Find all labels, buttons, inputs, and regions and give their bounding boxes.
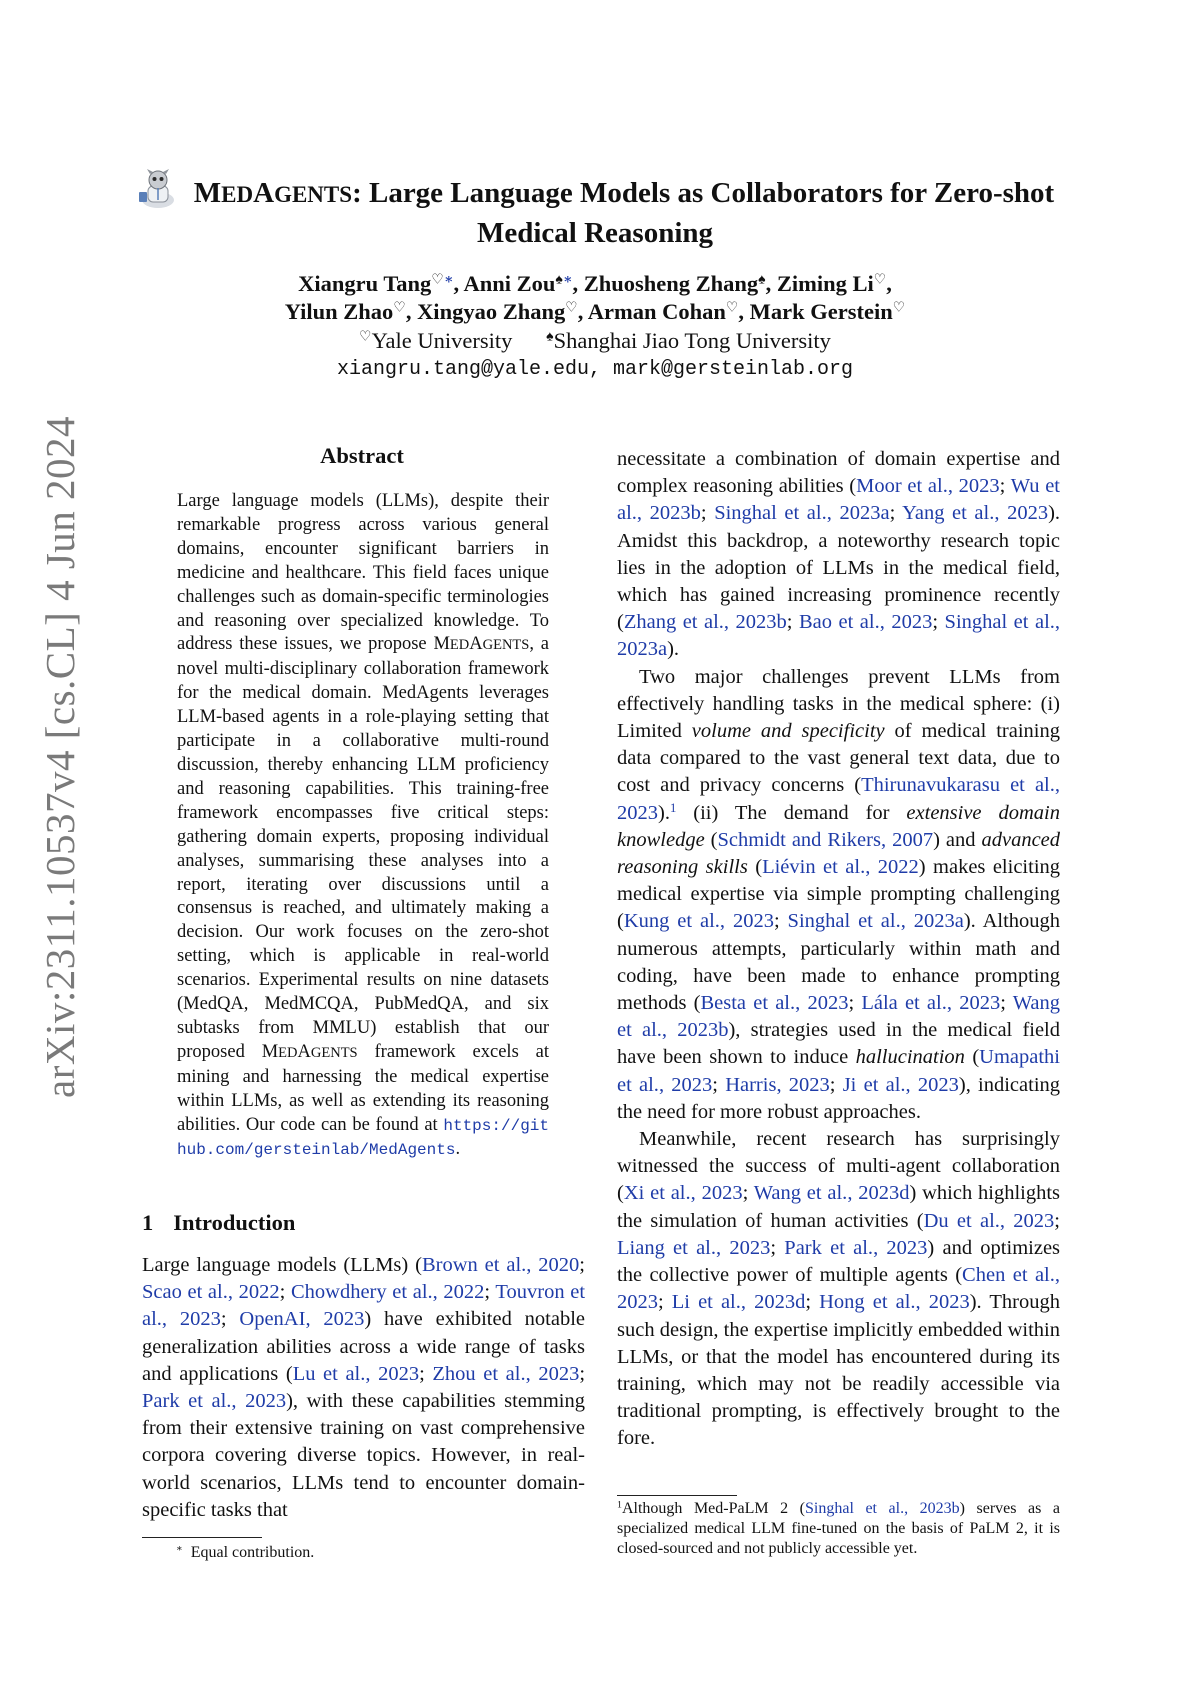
title-rest: : Large Language Models as Collaborators for Zero-shot bbox=[352, 177, 1055, 209]
affiliation-mark: ♡ bbox=[393, 300, 406, 316]
author-line-1: Xiangru Tang♡∗, Anni Zou♠∗, Zhuosheng Zhang♠, Ziming Li♡, bbox=[298, 271, 892, 296]
author-name: Ziming Li bbox=[776, 271, 874, 296]
author-name: Zhuosheng Zhang bbox=[583, 271, 759, 296]
citation-link[interactable]: Ji et al., 2023 bbox=[842, 1073, 959, 1096]
code-repository-link[interactable]: https://github.com/gersteinlab/MedAgents bbox=[177, 1116, 549, 1160]
author-name: Mark Gerstein bbox=[749, 299, 893, 324]
medagents-mascot-logo-icon bbox=[136, 168, 180, 216]
author-name: Arman Cohan bbox=[587, 299, 726, 324]
citation-link[interactable]: Singhal et al., 2023b bbox=[805, 1500, 960, 1517]
affiliations bbox=[130, 327, 1060, 355]
paper-title bbox=[130, 168, 1060, 250]
citation-link[interactable]: Lála et al., 2023 bbox=[861, 992, 1001, 1015]
citation-link[interactable]: Moor et al., 2023 bbox=[856, 475, 1000, 498]
citation-link[interactable]: Scao et al., 2022 bbox=[142, 1281, 280, 1304]
citation-link[interactable]: OpenAI, 2023 bbox=[239, 1308, 365, 1331]
title-line-2: Medical Reasoning bbox=[476, 217, 714, 249]
affiliation-mark: ♡ bbox=[565, 300, 578, 316]
citation-link[interactable]: Lu et al., 2023 bbox=[292, 1362, 420, 1385]
abstract-text: Large language models (LLMs), despite their remarkable progress across various general domains, encounter significant barriers in medicine and healthcare. This field faces unique challenges such as domain-specific terminologies and reasoning over specialized knowledge. To address these issues, we propose MEDAGENTS, a novel multi-disciplinary collaboration framework for the medical domain. MedAgents leverages LLM-based agents in a role-playing setting that participate in a collaborative multi-round discussion, thereby enhancing LLM proficiency and reasoning capabilities. This training-free framework encompasses five critical steps: gathering domain experts, proposing individual analyses, summarising these analyses into a report, iterating over discussions until a consensus is reached, and ultimately making a decision. Our work focuses on the zero-shot setting, which is applicable in real-world scenarios. Experimental results on nine datasets (MedQA, MedMCQA, PubMedQA, and six subtasks from MMLU) establish that our proposed MEDAGENTS framework excels at mining and harnessing the medical expertise within LLMs, as well as extending its reasoning abilities. Our code can be found at https://github.com/gersteinlab/MedAgents. bbox=[177, 491, 550, 1160]
affiliation-mark: ♡ bbox=[873, 272, 887, 288]
author-line-2: Yilun Zhao♡, Xingyao Zhang♡, Arman Cohan♡, Mark Gerstein♡ bbox=[284, 299, 906, 324]
author-name: Yilun Zhao bbox=[284, 299, 394, 324]
framework-name: MEDAGENTS bbox=[433, 634, 530, 655]
affiliation-mark: ♡∗ bbox=[431, 272, 454, 288]
affiliation-mark: ♡ bbox=[725, 300, 739, 316]
title-line-1 bbox=[130, 168, 1060, 216]
citation-link[interactable]: Umapathi et al., 2023 bbox=[617, 1046, 1060, 1096]
footnote-equal-contribution: ∗ Equal contribution. bbox=[176, 1543, 315, 1561]
citation-link[interactable]: Park et al., 2023 bbox=[142, 1390, 287, 1413]
author-list bbox=[130, 270, 1060, 326]
citation-link[interactable]: Brown et al., 2020 bbox=[421, 1254, 580, 1276]
introduction-paragraph: Large language models (LLMs) (Brown et al., 2020; Scao et al., 2022; Chowdhery et al., 2022; Touvron et al., 2023; OpenAI, 2023) have exhibited notable generalization abilities across a wide range of tasks and applications (Lu et al., 2023; Zhou et al., 2023; Park et al., 2023), with these capabilities stemming from their extensive training on vast comprehensive corpora covering diverse topics. However, in real-world scenarios, LLMs tend to encounter domain-specific tasks that bbox=[142, 1254, 586, 1521]
paragraph: Two major challenges prevent LLMs from effectively handling tasks in the medical sphere: (i) Limited volume and specificity of medical training data compared to the vast general text data, due to cost and privacy concerns (Thirunavukarasu et al., 2023).$^1$ (ii) The demand for extensive domain knowledge (Schmidt and Rikers, 2007) and advanced reasoning skills (Liévin et al., 2022) makes eliciting medical expertise via simple prompting challenging (Kung et al., 2023; Singhal et al., 2023a). Although numerous attempts, particularly within math and coding, have been made to enhance prompting methods (Besta et al., 2023; Lála et al., 2023; Wang et al., 2023b), strategies used in the medical field have been shown to induce hallucination (Umapathi et al., 2023; Harris, 2023; Ji et al., 2023), indicating the need for more robust approaches. bbox=[617, 665, 1061, 1123]
author-name: Anni Zou bbox=[463, 271, 556, 296]
author-name: Xingyao Zhang bbox=[417, 299, 566, 324]
citation-link[interactable]: Schmidt and Rikers, 2007 bbox=[717, 828, 934, 851]
citation-link[interactable]: Chen et al., 2023 bbox=[617, 1264, 1060, 1314]
citation-link[interactable]: Liévin et al., 2022 bbox=[762, 856, 919, 879]
paragraph: necessitate a combination of domain expertise and complex reasoning abilities (Moor et al., 2023; Wu et al., 2023b; Singhal et al., 2023a; Yang et al., 2023). Amidst this backdrop, a noteworthy research topic lies in the adoption of LLMs in the medical field, which has gained increasing prominence recently (Zhang et al., 2023b; Bao et al., 2023; Singhal et al., 2023a). bbox=[617, 448, 1061, 661]
author-emails[interactable]: xiangru.tang@yale.edu, mark@gersteinlab.org bbox=[336, 358, 854, 381]
citation-link[interactable]: Thirunavukarasu et al., 2023 bbox=[617, 774, 1060, 824]
citation-link[interactable]: Park et al., 2023 bbox=[784, 1236, 928, 1259]
framework-name: MEDAGENTS bbox=[261, 1041, 358, 1062]
citation-link[interactable]: Du et al., 2023 bbox=[923, 1209, 1055, 1232]
citation-link[interactable]: Wu et al., 2023b bbox=[617, 475, 1060, 525]
citation-link[interactable]: Yang et al., 2023 bbox=[902, 502, 1049, 525]
citation-link[interactable]: Chowdhery et al., 2022 bbox=[290, 1281, 485, 1304]
citation-link[interactable]: Bao et al., 2023 bbox=[798, 611, 933, 634]
affiliation-yale: Yale University bbox=[371, 328, 513, 353]
citation-link[interactable]: Kung et al., 2023 bbox=[623, 910, 774, 933]
citation-link[interactable]: Xi et al., 2023 bbox=[623, 1182, 743, 1205]
footnote-divider bbox=[617, 1495, 737, 1496]
abstract-heading: Abstract bbox=[320, 443, 404, 468]
citation-link[interactable]: Touvron et al., 2023 bbox=[142, 1281, 586, 1331]
citation-link[interactable]: Hong et al., 2023 bbox=[819, 1291, 970, 1314]
author-name: Xiangru Tang bbox=[298, 271, 432, 296]
citation-link[interactable]: Liang et al., 2023 bbox=[617, 1236, 771, 1259]
paragraph: Meanwhile, recent research has surprisingly witnessed the success of multi-agent collaboration (Xi et al., 2023; Wang et al., 2023d) which highlights the simulation of human activities (Du et al., 2023; Liang et al., 2023; Park et al., 2023) and optimizes the collective power of multiple agents (Chen et al., 2023; Li et al., 2023d; Hong et al., 2023). Through such design, the expertise implicitly embedded within LLMs, or that the model has encountered during its training, which may not be readily accessible via traditional prompting, is effectively brought to the fore. bbox=[617, 1128, 1061, 1450]
citation-link[interactable]: Wang et al., 2023b bbox=[617, 992, 1061, 1042]
footnote-med-palm: $^1$Although Med-PaLM 2 (Singhal et al., 2023b) serves as a specialized medical LLM fine-tuned on the basis of PaLM 2, it is closed-sourced and not publicly accessible yet. bbox=[617, 1499, 1061, 1557]
citation-link[interactable]: Zhang et al., 2023b bbox=[623, 611, 787, 634]
citation-link[interactable]: Wang et al., 2023d bbox=[753, 1182, 910, 1205]
footnote-link[interactable]: 1 bbox=[669, 800, 677, 815]
affiliation-mark: ♡ bbox=[359, 329, 372, 345]
arxiv-identifier-stamp: arXiv:2311.10537v4 [cs.CL] 4 Jun 2024 bbox=[37, 415, 83, 1098]
right-column-text bbox=[617, 446, 1060, 1453]
affiliation-mark: ♡ bbox=[892, 300, 906, 316]
citation-link[interactable]: Singhal et al., 2023a bbox=[617, 611, 1061, 661]
citation-link[interactable]: Singhal et al., 2023a bbox=[714, 502, 890, 525]
affiliation-mark: ♠∗ bbox=[555, 272, 573, 288]
affiliation-mark: ♠ bbox=[546, 329, 554, 345]
framework-name-title: MEDAGENTS bbox=[193, 177, 353, 209]
citation-link[interactable]: Harris, 2023 bbox=[725, 1073, 830, 1096]
section-heading-introduction: 1 Introduction bbox=[142, 1210, 296, 1235]
citation-link[interactable]: Li et al., 2023d bbox=[671, 1291, 806, 1314]
footnote-divider bbox=[142, 1537, 262, 1538]
affiliation-sjtu: Shanghai Jiao Tong University bbox=[553, 328, 831, 353]
citation-link[interactable]: Singhal et al., 2023a bbox=[787, 910, 964, 933]
citation-link[interactable]: Zhou et al., 2023 bbox=[432, 1362, 580, 1385]
affiliation-mark: ♠ bbox=[758, 272, 766, 288]
citation-link[interactable]: Besta et al., 2023 bbox=[700, 992, 849, 1015]
